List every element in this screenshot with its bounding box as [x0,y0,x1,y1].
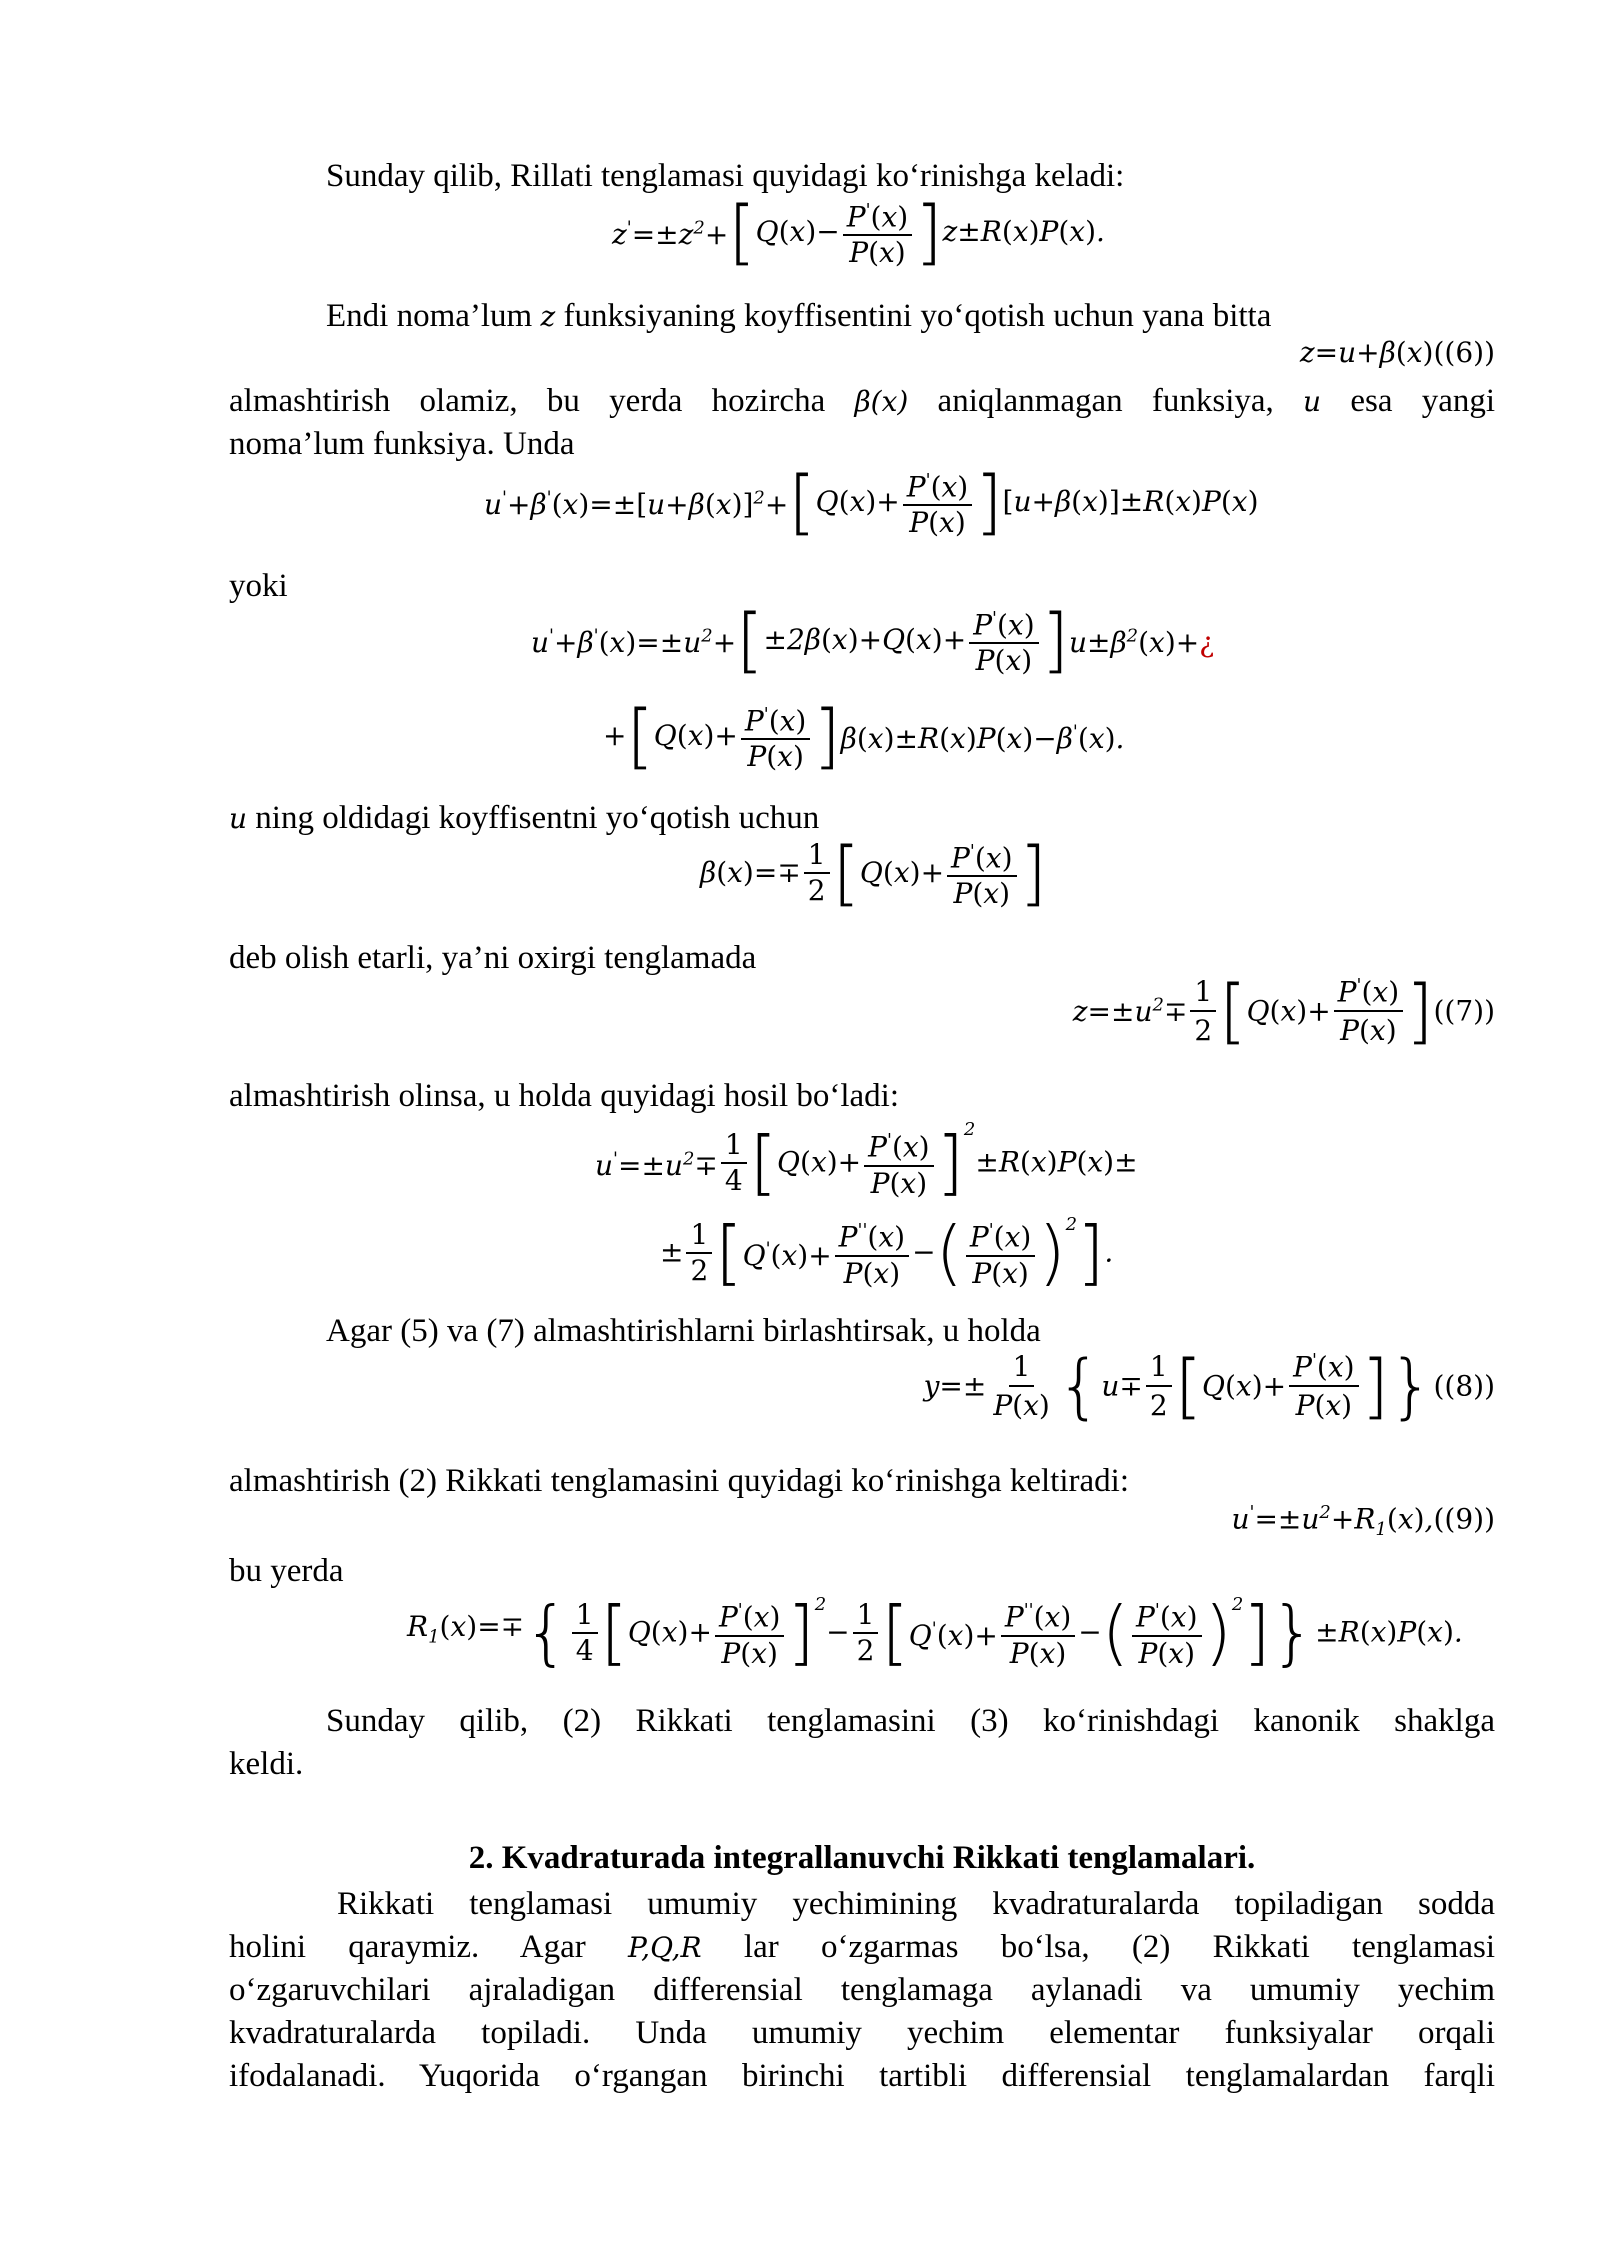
paragraph-text: aniqlanmagan funksiya, [937,383,1274,419]
paragraph-3 [229,380,1495,466]
paragraph-text: ning oldidagi koyffisentni yo‘qotish uchun [255,800,820,836]
formula-u-prime-1: $u'+\beta'(x)=\pm[u+\beta(x)]^2+[Q(x)+$ $\frac{P'(x)}{P(x)}$ ][u+β(x)]±R(x)P(x) [484,461,1259,544]
paragraph-text: Sunday qilib, Rillati tenglamasi quyidagi ko‘rinishga keladi: [326,158,1125,194]
paragraph-text: almashtirish (2) Rikkati tenglamasini quyidagi ko‘rinishga keltiradi: [229,1463,1129,1499]
formula-6: z=u+β(x)((6)) [1299,336,1495,369]
paragraph-11 [229,1700,1495,1786]
formula-9: $u'=\pm u^2+R_1(x),((9))$ [1231,1502,1495,1540]
formula-u-prime-3-line2: ± $\frac{1}{2}$ [Q'(x)+ $\frac{P''(x)}{P(x)}$ −( $\frac{P'(x)}{P(x)}$ )$^2$]. [660,1211,1114,1294]
paragraph-text: esa yangi [1350,383,1496,419]
paragraph-text: almashtirish olinsa, u holda quyidagi hosil bo‘ladi: [229,1078,900,1114]
inverted-question-mark: ¿ [1199,626,1215,660]
variable-z: z [540,300,556,333]
paragraph-7 [229,1075,1495,1118]
paragraph-text: Rikkati tenglamasi umumiy yechimining kvadraturalarda topiladigan sodda [337,1886,1495,1922]
formula-u-prime-3-line1: $u'=\pm u^2\mp$ $\frac{1}{4}$ [Q(x)+ $\frac{P'(x)}{P(x)}$ ]$^2$±R(x)P(x)± [595,1119,1138,1204]
paragraph-text: almashtirish olamiz, bu yerda hozircha [229,383,826,419]
paragraph-text: funksiyaning koyffisentini yo‘qotish uchun yana bitta [563,298,1272,334]
paragraph-2 [229,295,1495,338]
variable-u: u [229,802,248,835]
paragraph-text: deb olish etarli, ya’ni oxirgi tenglamada [229,940,757,976]
equation-label: (9) [1444,1502,1485,1536]
paragraph-10 [229,1550,1495,1593]
formula-8: y=± $\frac{1}{P(x)}$ {u∓ $\frac{1}{2}$ [Q(x)+ $\frac{P'(x)}{P(x)}$ ]}((8)) [923,1345,1495,1428]
paragraph-text: o‘zgaruvchilari ajraladigan differensial tenglamaga aylanadi va umumiy yechim [229,1972,1495,2008]
paragraph-9 [229,1460,1495,1503]
paragraph-text: bu yerda [229,1553,344,1589]
paragraph-text: ifodalanadi. Yuqorida o‘rgangan birinchi tartibli differensial tenglamalardan farqli [229,2058,1495,2094]
equation-label: (7) [1444,994,1485,1028]
paragraph-text: holini qaraymiz. Agar [229,1929,586,1965]
paragraph-6 [229,937,1495,980]
variable-u: u [1303,385,1322,418]
section-heading [229,1840,1495,1877]
equation-label: (8) [1444,1369,1485,1403]
paragraph-text: kvadraturalarda topiladi. Unda umumiy yechim elementar funksiyalar orqali [229,2015,1495,2051]
paragraph-text: Sunday qilib, (2) Rikkati tenglamasini (3) ko‘rinishdagi kanonik shaklga [326,1703,1495,1739]
variable-beta: β(x) [854,385,909,418]
variables-PQR: P,Q,R [628,1931,702,1964]
paragraph-text: Agar (5) va (7) almashtirishlarni birlashtirsak, u holda [326,1313,1041,1349]
formula-R1: $R_1(x)=\mp${ $\frac{1}{4}$ [Q(x)+ $\frac{P'(x)}{P(x)}$ ]$^2$− $\frac{1}{2}$ [Q'(x)+ $\frac{P''(x)}{P(x)}$ −( $\frac{P'(x)}{P(x)}$ )$^2$]}±R(x)P(x). [407,1591,1463,1674]
paragraph-8 [229,1310,1495,1353]
paragraph-12 [229,1883,1495,2098]
paragraph-text: noma’lum funksiya. Unda [229,426,575,462]
formula-beta: β(x)=∓ $\frac{1}{2}$ [Q(x)+ $\frac{P'(x)}{P(x)}$ ] [700,832,1047,915]
equation-label: (6) [1444,336,1485,369]
paragraph-text: keldi. [229,1746,304,1782]
paragraph-1 [229,155,1495,198]
formula-7: $z=\pm u^2\mp$ $\frac{1}{2}$ [Q(x)+ $\frac{P'(x)}{P(x)}$ ]((7)) [1072,970,1495,1053]
paragraph-text: yoki [229,568,288,604]
paragraph-5 [229,797,1495,840]
paragraph-text: Endi noma’lum [326,298,533,334]
formula-z-prime: $z'=\pm z^2+[Q(x)-$ $\frac{P'(x)}{P(x)}$ ]z±R(x)P(x). [612,191,1105,274]
paragraph-text: lar o‘zgarmas bo‘lsa, (2) Rikkati tenglamasi [743,1929,1496,1965]
heading-text: 2. Kvadraturada integrallanuvchi Rikkati tenglamalari. [468,1840,1256,1876]
formula-u-prime-2-line2: +[Q(x)+ $\frac{P'(x)}{P(x)}$ ]β(x)±R(x)P(x)−β'(x). [603,695,1125,778]
formula-u-prime-2-line1: $u'+\beta'(x)=\pm u^2+[\pm 2\beta(x)+Q(x)+$ $\frac{P'(x)}{P(x)}$ ]$u\pm\beta^2(x)+¿$ [531,599,1215,682]
paragraph-4 [229,565,1495,608]
